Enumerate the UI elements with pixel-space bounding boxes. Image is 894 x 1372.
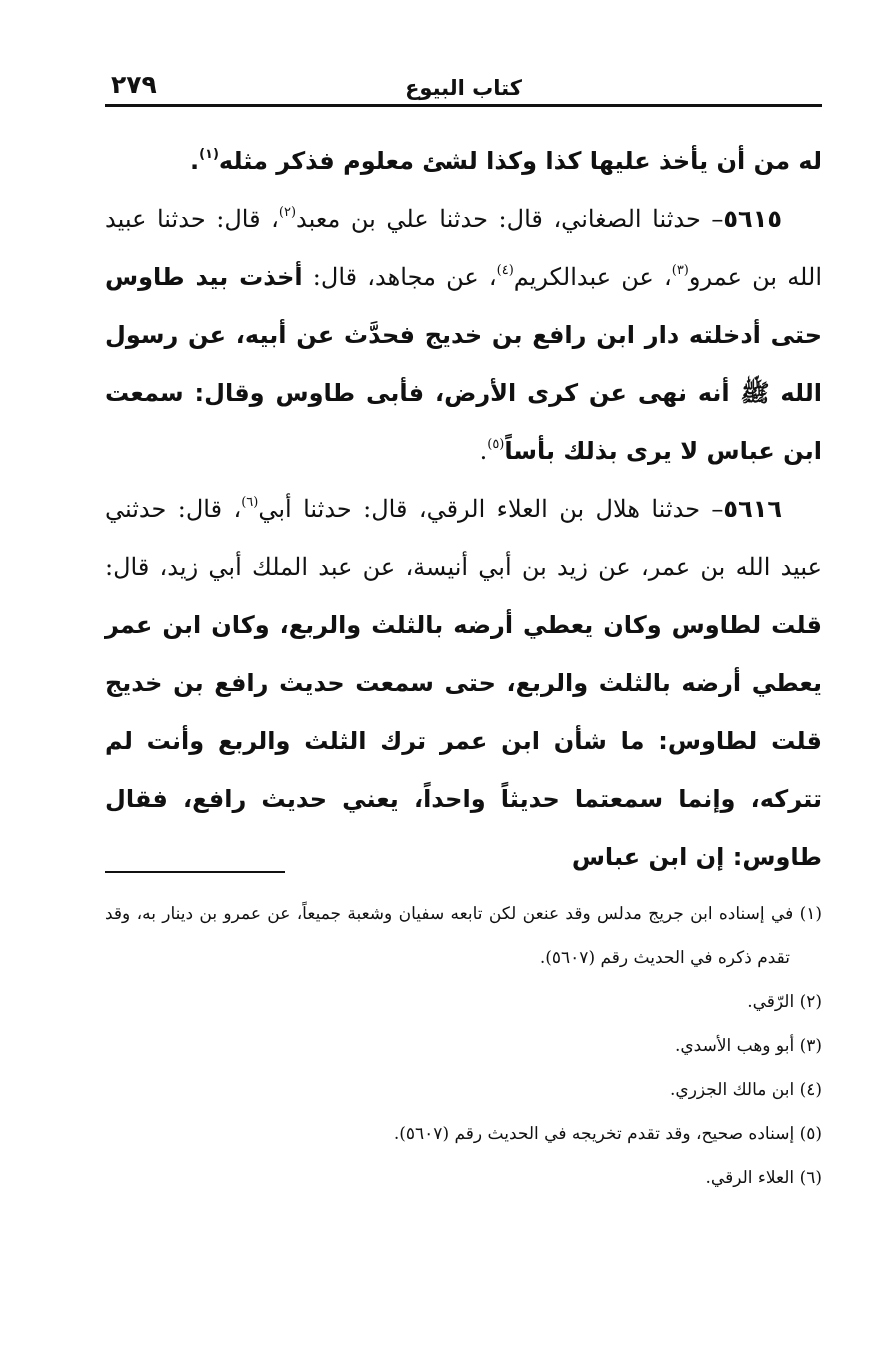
footnote-ref-3: (٣) xyxy=(671,263,689,278)
isnad-part-4: ، عن مجاهد، قال: xyxy=(302,263,497,291)
isnad-part-3: ، عن عبدالكريم xyxy=(513,263,672,291)
footnote-text: الرّقي. xyxy=(747,992,795,1012)
continuation-text: له من أن يأخذ عليها كذا وكذا لشئ معلوم فذكر مثله xyxy=(218,147,822,175)
footnote-text: العلاء الرقي. xyxy=(705,1168,795,1188)
footnote-mark: (٥) xyxy=(799,1124,822,1144)
footnote-4 xyxy=(105,1068,822,1112)
hadith-number: ٥٦١٥ xyxy=(723,205,782,233)
paragraph-continuation xyxy=(105,132,822,190)
footnote-ref-6: (٦) xyxy=(241,495,259,510)
continuation-end: . xyxy=(189,147,200,175)
footnote-mark: (٣) xyxy=(799,1036,822,1056)
matn-text: أخذت بيد طاوس حتى أدخلته دار ابن رافع بن خديج فحدَّث عن أبيه، عن رسول الله ﷺ أنه نهى عن كرى الأرض، فأبى طاوس وقال: سمعت ابن عباس لا يرى بذلك بأساً xyxy=(105,263,822,465)
footnote-5 xyxy=(105,1112,822,1156)
footnote-ref-1: (١) xyxy=(199,147,219,162)
footnote-3 xyxy=(105,1024,822,1068)
hadith-5616 xyxy=(105,480,822,886)
footnote-mark: (٢) xyxy=(799,992,822,1012)
footnote-6 xyxy=(105,1156,822,1200)
footnote-mark: (٦) xyxy=(799,1168,822,1188)
footnote-2 xyxy=(105,980,822,1024)
footnote-text: في إسناده ابن جريج مدلس وقد عنعن لكن تابعه سفيان وشعبة جميعاً، عن عمرو بن دينار به، وقد تقدم ذكره في الحديث رقم (٥٦٠٧). xyxy=(105,904,794,968)
isnad-part-1: – حدثنا هلال بن العلاء الرقي، قال: حدثنا أبي xyxy=(258,495,724,523)
footnote-text: ابن مالك الجزري. xyxy=(670,1080,795,1100)
running-title: كتاب البيوع xyxy=(405,76,522,100)
footnote-mark: (٤) xyxy=(799,1080,822,1100)
isnad-part-2: ، قال: حدثني عبيد الله بن عمر، عن زيد بن أبي أنيسة، عن عبد الملك أبي زيد، قال: xyxy=(105,495,822,581)
footnote-text: إسناده صحيح، وقد تقدم تخريجه في الحديث رقم (٥٦٠٧). xyxy=(393,1124,795,1144)
matn-text: قلت لطاوس وكان يعطي أرضه بالثلث والربع، وكان ابن عمر يعطي أرضه بالثلث والربع، حتى سمعت حديث رافع بن خديج قلت لطاوس: ما شأن ابن عمر ترك الثلث والربع وأنت لم تتركه، وإنما سمعتما حديثاً واحداً، يعني حديث رافع، فقال طاوس: إن ابن عباس xyxy=(105,611,822,871)
footnote-text: أبو وهب الأسدي. xyxy=(674,1036,795,1056)
footnote-separator xyxy=(105,871,285,873)
book-page xyxy=(105,0,822,1372)
page-header xyxy=(105,64,822,107)
page-number: ٢٧٩ xyxy=(111,70,157,99)
hadith-end: . xyxy=(479,437,488,465)
hadith-5615 xyxy=(105,190,822,480)
footnote-ref-2: (٢) xyxy=(278,205,297,220)
footnote-mark: (١) xyxy=(799,904,823,924)
isnad-part-1: – حدثنا الصغاني، قال: حدثنا علي بن معبد xyxy=(296,205,724,233)
isnad-part-2: ، قال: حدثنا عبيد الله بن عمرو xyxy=(105,205,822,291)
footnote-1 xyxy=(105,892,822,980)
main-text xyxy=(105,132,822,886)
hadith-number: ٥٦١٦ xyxy=(723,495,783,523)
footnote-ref-5: (٥) xyxy=(487,437,505,452)
footnotes xyxy=(105,892,822,1200)
footnote-ref-4: (٤) xyxy=(496,263,514,278)
